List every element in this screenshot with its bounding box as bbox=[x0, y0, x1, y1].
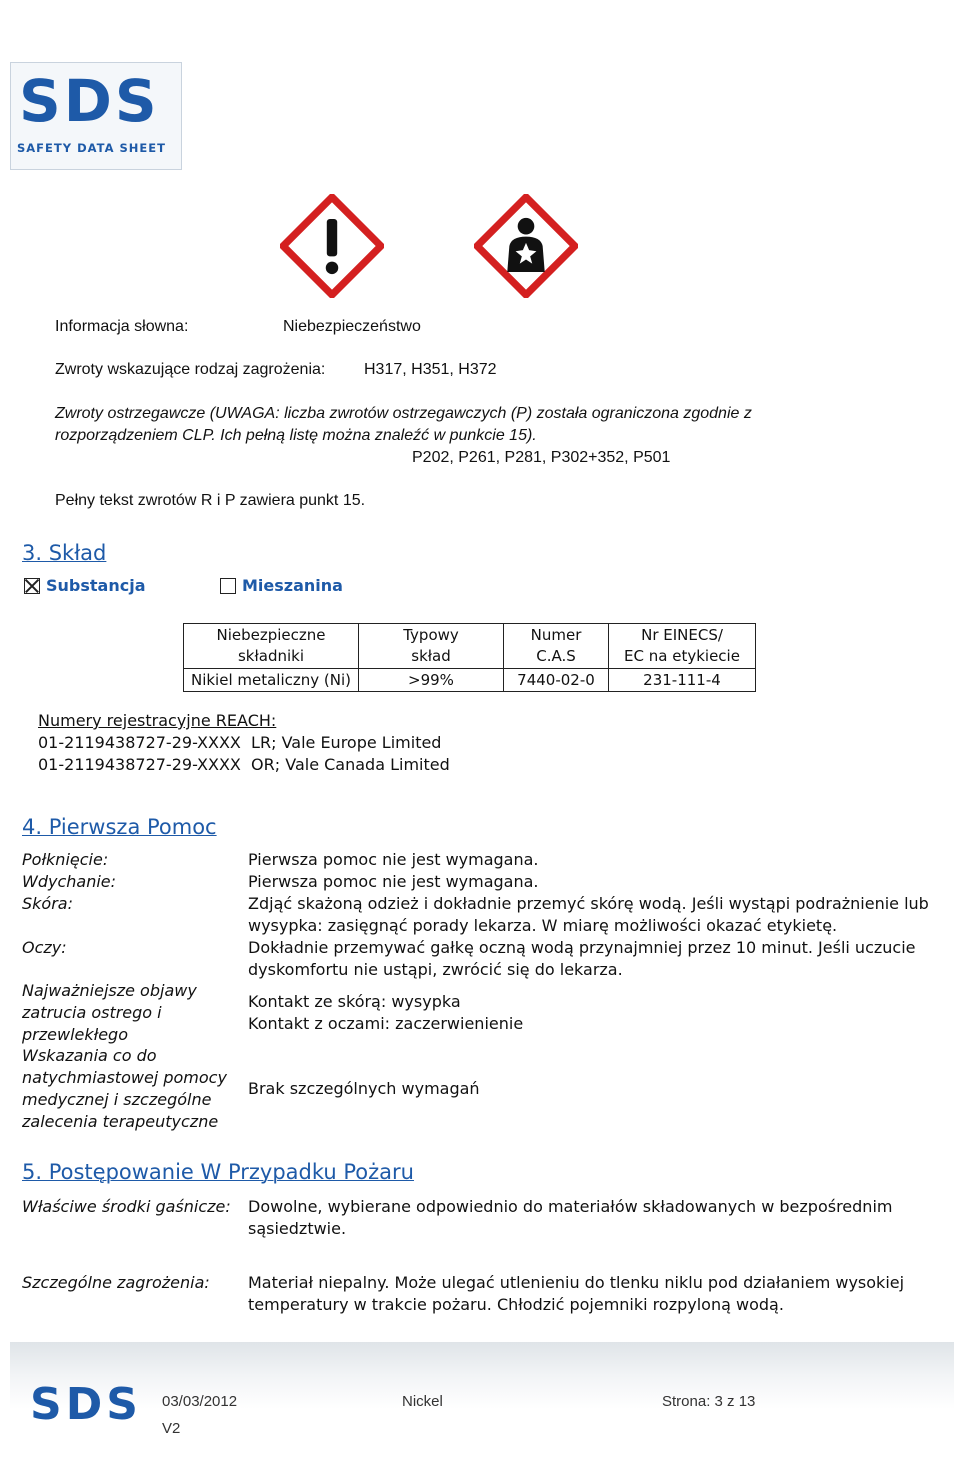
header-line: Nr EINECS/ bbox=[641, 626, 723, 644]
exclamation-mark-icon bbox=[280, 194, 384, 302]
label-line: przewlekłego bbox=[22, 1025, 128, 1044]
special-hazards-line2: temperatury w trakcie pożaru. Chłodzić pojemniki rozpyloną wodą. bbox=[248, 1295, 784, 1314]
section-heading: 3. Skład bbox=[22, 541, 107, 565]
signal-word-label: Informacja słowna: bbox=[55, 318, 189, 335]
sds-logo bbox=[10, 62, 182, 170]
label-line: natychmiastowej pomocy bbox=[22, 1068, 227, 1087]
footer-version: V2 bbox=[162, 1420, 181, 1437]
inhale-label: Wdychanie: bbox=[22, 872, 117, 891]
table-cell: >99% bbox=[359, 669, 504, 692]
symptoms-label bbox=[22, 980, 197, 1046]
section-heading: 5. Postępowanie W Przypadku Pożaru bbox=[22, 1160, 414, 1184]
special-hazards-line1: Materiał niepalny. Może ulegać utlenieniu do tlenku niklu pod działaniem wysokiej bbox=[248, 1273, 905, 1292]
skin-value-line2: wysypka: zasięgnąć porady lekarza. W miarę możliwości okazać etykietę. bbox=[248, 916, 838, 935]
header-line: składniki bbox=[237, 647, 304, 665]
precautionary-codes: P202, P261, P281, P302+352, P501 bbox=[412, 449, 671, 466]
page-footer bbox=[10, 1342, 954, 1454]
symptoms-value-line2: Kontakt z oczami: zaczerwienienie bbox=[248, 1014, 524, 1033]
reach-line-1: 01-2119438727-29-XXXX LR; Vale Europe Limited bbox=[38, 733, 442, 752]
eyes-value-line2: dyskomfortu nie ustąpi, zwrócić się do lekarza. bbox=[248, 960, 623, 979]
label-line: Wskazania co do bbox=[22, 1046, 157, 1065]
precautionary-note-line1: Zwroty ostrzegawcze (UWAGA: liczba zwrotów ostrzegawczych (P) została ograniczona zgodnie z bbox=[55, 405, 752, 422]
table-header-row bbox=[184, 624, 756, 669]
table-row bbox=[184, 669, 756, 692]
extinguishing-media-line1: Dowolne, wybierane odpowiednio do materiałów składowanych w bezpośrednim bbox=[248, 1197, 893, 1216]
header-cell bbox=[504, 624, 609, 669]
table-cell: 231-111-4 bbox=[609, 669, 756, 692]
header-cell bbox=[359, 624, 504, 669]
swallow-value: Pierwsza pomoc nie jest wymagana. bbox=[248, 850, 539, 869]
substance-label: Substancja bbox=[46, 576, 146, 595]
section3-heading bbox=[22, 540, 106, 566]
label-line: medycznej i szczególne bbox=[22, 1090, 212, 1109]
substance-checkbox bbox=[24, 578, 40, 594]
reach-line-2: 01-2119438727-29-XXXX OR; Vale Canada Limited bbox=[38, 755, 450, 774]
label-line: zalecenia terapeutyczne bbox=[22, 1112, 219, 1131]
composition-table bbox=[183, 623, 756, 692]
substance-option bbox=[24, 575, 146, 595]
label-line: Najważniejsze objawy bbox=[22, 981, 197, 1000]
skin-value-line1: Zdjąć skażoną odzież i dokładnie przemyć skórę wodą. Jeśli wystąpi podrażnienie lub bbox=[248, 894, 929, 913]
medical-value: Brak szczególnych wymagań bbox=[248, 1079, 480, 1098]
header-line: EC na etykiecie bbox=[624, 647, 740, 665]
medical-label bbox=[22, 1045, 227, 1133]
table-cell: Nikiel metaliczny (Ni) bbox=[184, 669, 359, 692]
footer-date: 03/03/2012 bbox=[162, 1393, 238, 1410]
hazard-statements-value: H317, H351, H372 bbox=[364, 361, 497, 378]
header-line: skład bbox=[411, 647, 451, 665]
section4-heading bbox=[22, 814, 217, 840]
reach-title: Numery rejestracyjne REACH: bbox=[38, 711, 277, 730]
logo-text: SDS bbox=[19, 67, 160, 135]
label-line: zatrucia ostrego i bbox=[22, 1003, 162, 1022]
header-line: Numer bbox=[530, 626, 582, 644]
special-hazards-label: Szczególne zagrożenia: bbox=[22, 1273, 210, 1292]
header-line: Typowy bbox=[403, 626, 459, 644]
footer-page-number: Strona: 3 z 13 bbox=[662, 1393, 756, 1410]
extinguishing-media-label: Właściwe środki gaśnicze: bbox=[22, 1197, 231, 1216]
logo-subtitle: SAFETY DATA SHEET bbox=[17, 141, 166, 155]
swallow-label: Połknięcie: bbox=[22, 850, 109, 869]
inhale-value: Pierwsza pomoc nie jest wymagana. bbox=[248, 872, 539, 891]
eyes-label: Oczy: bbox=[22, 938, 67, 957]
hazard-statements-label: Zwroty wskazujące rodzaj zagrożenia: bbox=[55, 361, 326, 378]
header-cell bbox=[184, 624, 359, 669]
section5-heading bbox=[22, 1159, 414, 1185]
health-hazard-icon bbox=[474, 194, 578, 302]
mixture-option bbox=[220, 575, 343, 595]
footer-product: Nickel bbox=[402, 1393, 443, 1410]
header-line: C.A.S bbox=[536, 647, 576, 665]
extinguishing-media-line2: sąsiedztwie. bbox=[248, 1219, 347, 1238]
header-cell bbox=[609, 624, 756, 669]
table-cell: 7440-02-0 bbox=[504, 669, 609, 692]
eyes-value-line1: Dokładnie przemywać gałkę oczną wodą przynajmniej przez 10 minut. Jeśli uczucie bbox=[248, 938, 916, 957]
header-line: Niebezpieczne bbox=[216, 626, 326, 644]
signal-word-value: Niebezpieczeństwo bbox=[283, 318, 421, 335]
mixture-label: Mieszanina bbox=[242, 576, 343, 595]
precautionary-note-line2: rozporządzeniem CLP. Ich pełną listę można znaleźć w punkcie 15). bbox=[55, 427, 537, 444]
footer-logo: SDS bbox=[30, 1379, 142, 1430]
full-text-note: Pełny tekst zwrotów R i P zawiera punkt 15. bbox=[55, 492, 366, 509]
symptoms-value-line1: Kontakt ze skórą: wysypka bbox=[248, 992, 461, 1011]
section-heading: 4. Pierwsza Pomoc bbox=[22, 815, 217, 839]
skin-label: Skóra: bbox=[22, 894, 73, 913]
mixture-checkbox bbox=[220, 578, 236, 594]
